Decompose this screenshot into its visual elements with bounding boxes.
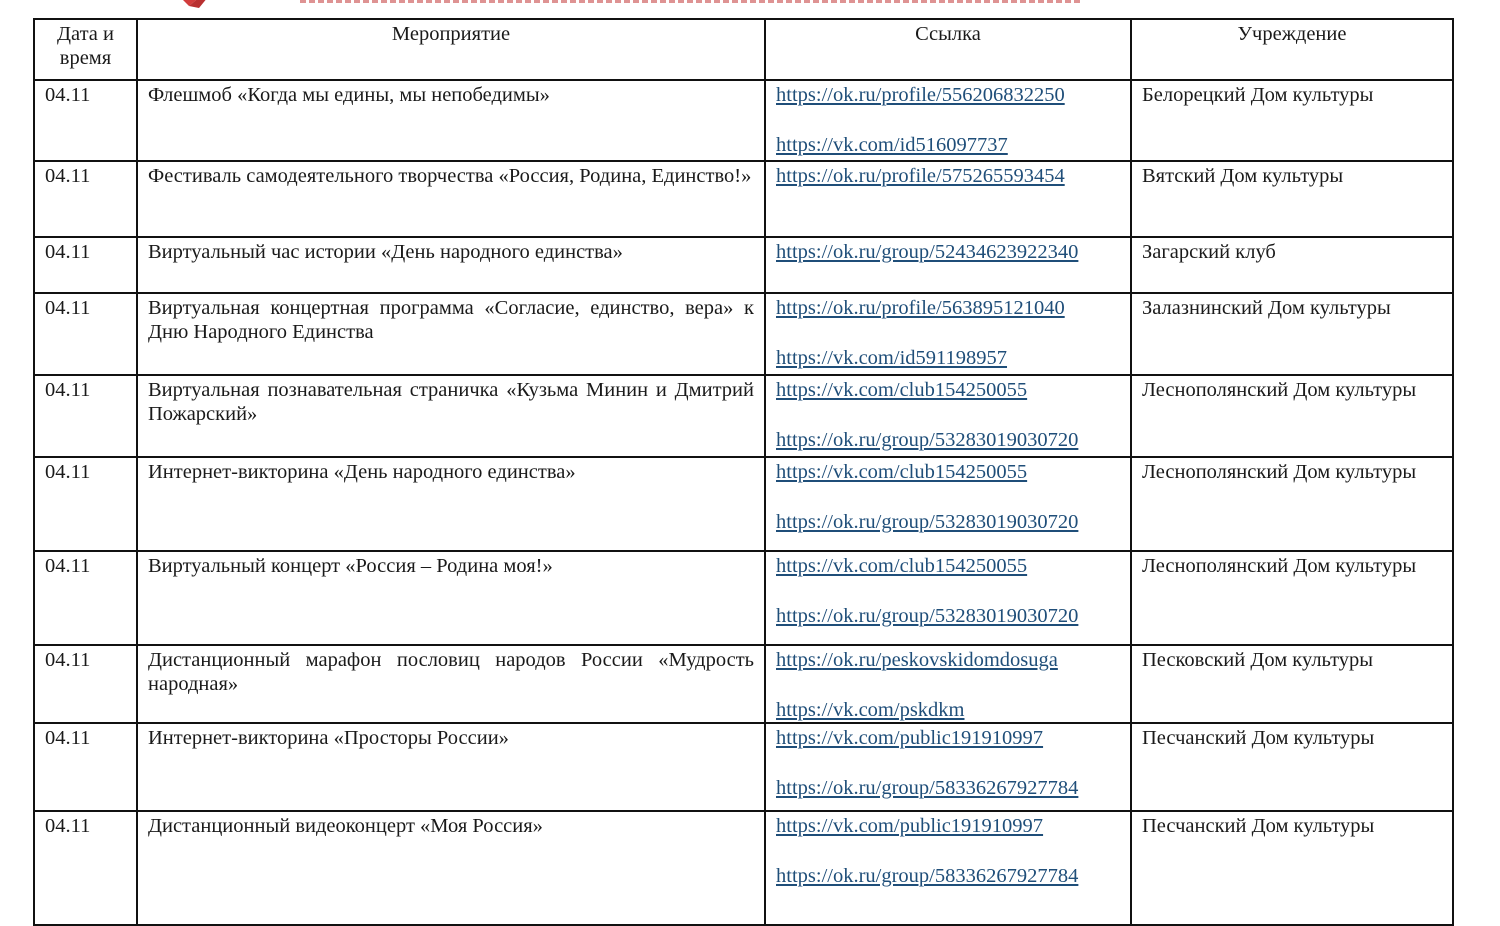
link-url[interactable]: https://ok.ru/peskovskidomdosuga [776,649,1058,671]
cell-date: 04.11 [34,161,137,237]
cell-institution: Вятский Дом культуры [1131,161,1453,237]
cell-event: Дистанционный марафон пословиц народов России «Мудрость народная» [137,645,765,723]
cell-institution: Песковский Дом культуры [1131,645,1453,723]
cell-institution: Леснополянский Дом культуры [1131,551,1453,645]
cell-date: 04.11 [34,293,137,375]
cell-date: 04.11 [34,551,137,645]
link-url[interactable]: https://vk.com/public191910997 [776,815,1044,837]
header-decorative-rule [300,0,1080,3]
cell-event: Виртуальный концерт «Россия – Родина моя!» [137,551,765,645]
table-row [34,80,1453,161]
link-url[interactable]: https://ok.ru/group/53283019030720 [776,605,1079,627]
cell-date: 04.11 [34,645,137,723]
link-url[interactable]: https://vk.com/public191910997 [776,727,1044,749]
cell-event: Виртуальная познавательная страничка «Кузьма Минин и Дмитрий Пожарский» [137,375,765,457]
cell-event: Флешмоб «Когда мы едины, мы непобедимы» [137,80,765,161]
cell-date: 04.11 [34,723,137,811]
table-row [34,375,1453,457]
cell-event: Фестиваль самодеятельного творчества «Россия, Родина, Единство!» [137,161,765,237]
cell-institution: Песчанский Дом культуры [1131,811,1453,925]
cell-institution: Песчанский Дом культуры [1131,723,1453,811]
cell-links [765,723,1131,811]
cell-event: Виртуальный час истории «День народного единства» [137,237,765,293]
cell-links [765,237,1131,293]
cell-event: Интернет-викторина «День народного единства» [137,457,765,551]
cell-date: 04.11 [34,811,137,925]
cell-date: 04.11 [34,375,137,457]
logo-fragment-icon [165,0,219,8]
cell-event: Дистанционный видеоконцерт «Моя Россия» [137,811,765,925]
link-url[interactable]: https://ok.ru/profile/563895121040 [776,297,1065,319]
link-url[interactable]: https://ok.ru/group/53283019030720 [776,511,1079,533]
table-row [34,161,1453,237]
cell-date: 04.11 [34,457,137,551]
header-event: Мероприятие [137,19,765,80]
cell-links [765,645,1131,723]
cell-links [765,375,1131,457]
cell-institution: Белорецкий Дом культуры [1131,80,1453,161]
link-url[interactable]: https://vk.com/pskdkm [776,699,965,721]
link-url[interactable]: https://vk.com/club154250055 [776,379,1028,401]
cell-links [765,161,1131,237]
cell-date: 04.11 [34,80,137,161]
link-url[interactable]: https://vk.com/id516097737 [776,134,1008,156]
table-row [34,457,1453,551]
cell-links [765,80,1131,161]
link-url[interactable]: https://ok.ru/group/53283019030720 [776,429,1079,451]
cell-date: 04.11 [34,237,137,293]
table-row [34,811,1453,925]
cell-links [765,293,1131,375]
table-row [34,551,1453,645]
cell-institution: Леснополянский Дом культуры [1131,457,1453,551]
link-url[interactable]: https://vk.com/id591198957 [776,347,1008,369]
events-table [33,18,1454,926]
link-url[interactable]: https://ok.ru/group/58336267927784 [776,865,1079,887]
table-header-row [34,19,1453,80]
table-row [34,293,1453,375]
link-url[interactable]: https://vk.com/club154250055 [776,555,1028,577]
cell-links [765,811,1131,925]
table-row [34,645,1453,723]
header-link: Ссылка [765,19,1131,80]
cell-institution: Леснополянский Дом культуры [1131,375,1453,457]
link-url[interactable]: https://vk.com/club154250055 [776,461,1028,483]
link-url[interactable]: https://ok.ru/group/58336267927784 [776,777,1079,799]
cell-institution: Загарский клуб [1131,237,1453,293]
header-institution: Учреждение [1131,19,1453,80]
cell-links [765,457,1131,551]
link-url[interactable]: https://ok.ru/profile/575265593454 [776,165,1065,187]
header-date: Дата и время [34,19,137,80]
cell-event: Интернет-викторина «Просторы России» [137,723,765,811]
link-url[interactable]: https://ok.ru/profile/556206832250 [776,84,1065,106]
cell-event: Виртуальная концертная программа «Согласие, единство, вера» к Дню Народного Единства [137,293,765,375]
table-row [34,723,1453,811]
cell-institution: Залазнинский Дом культуры [1131,293,1453,375]
link-url[interactable]: https://ok.ru/group/52434623922340 [776,241,1079,263]
cell-links [765,551,1131,645]
table-row [34,237,1453,293]
